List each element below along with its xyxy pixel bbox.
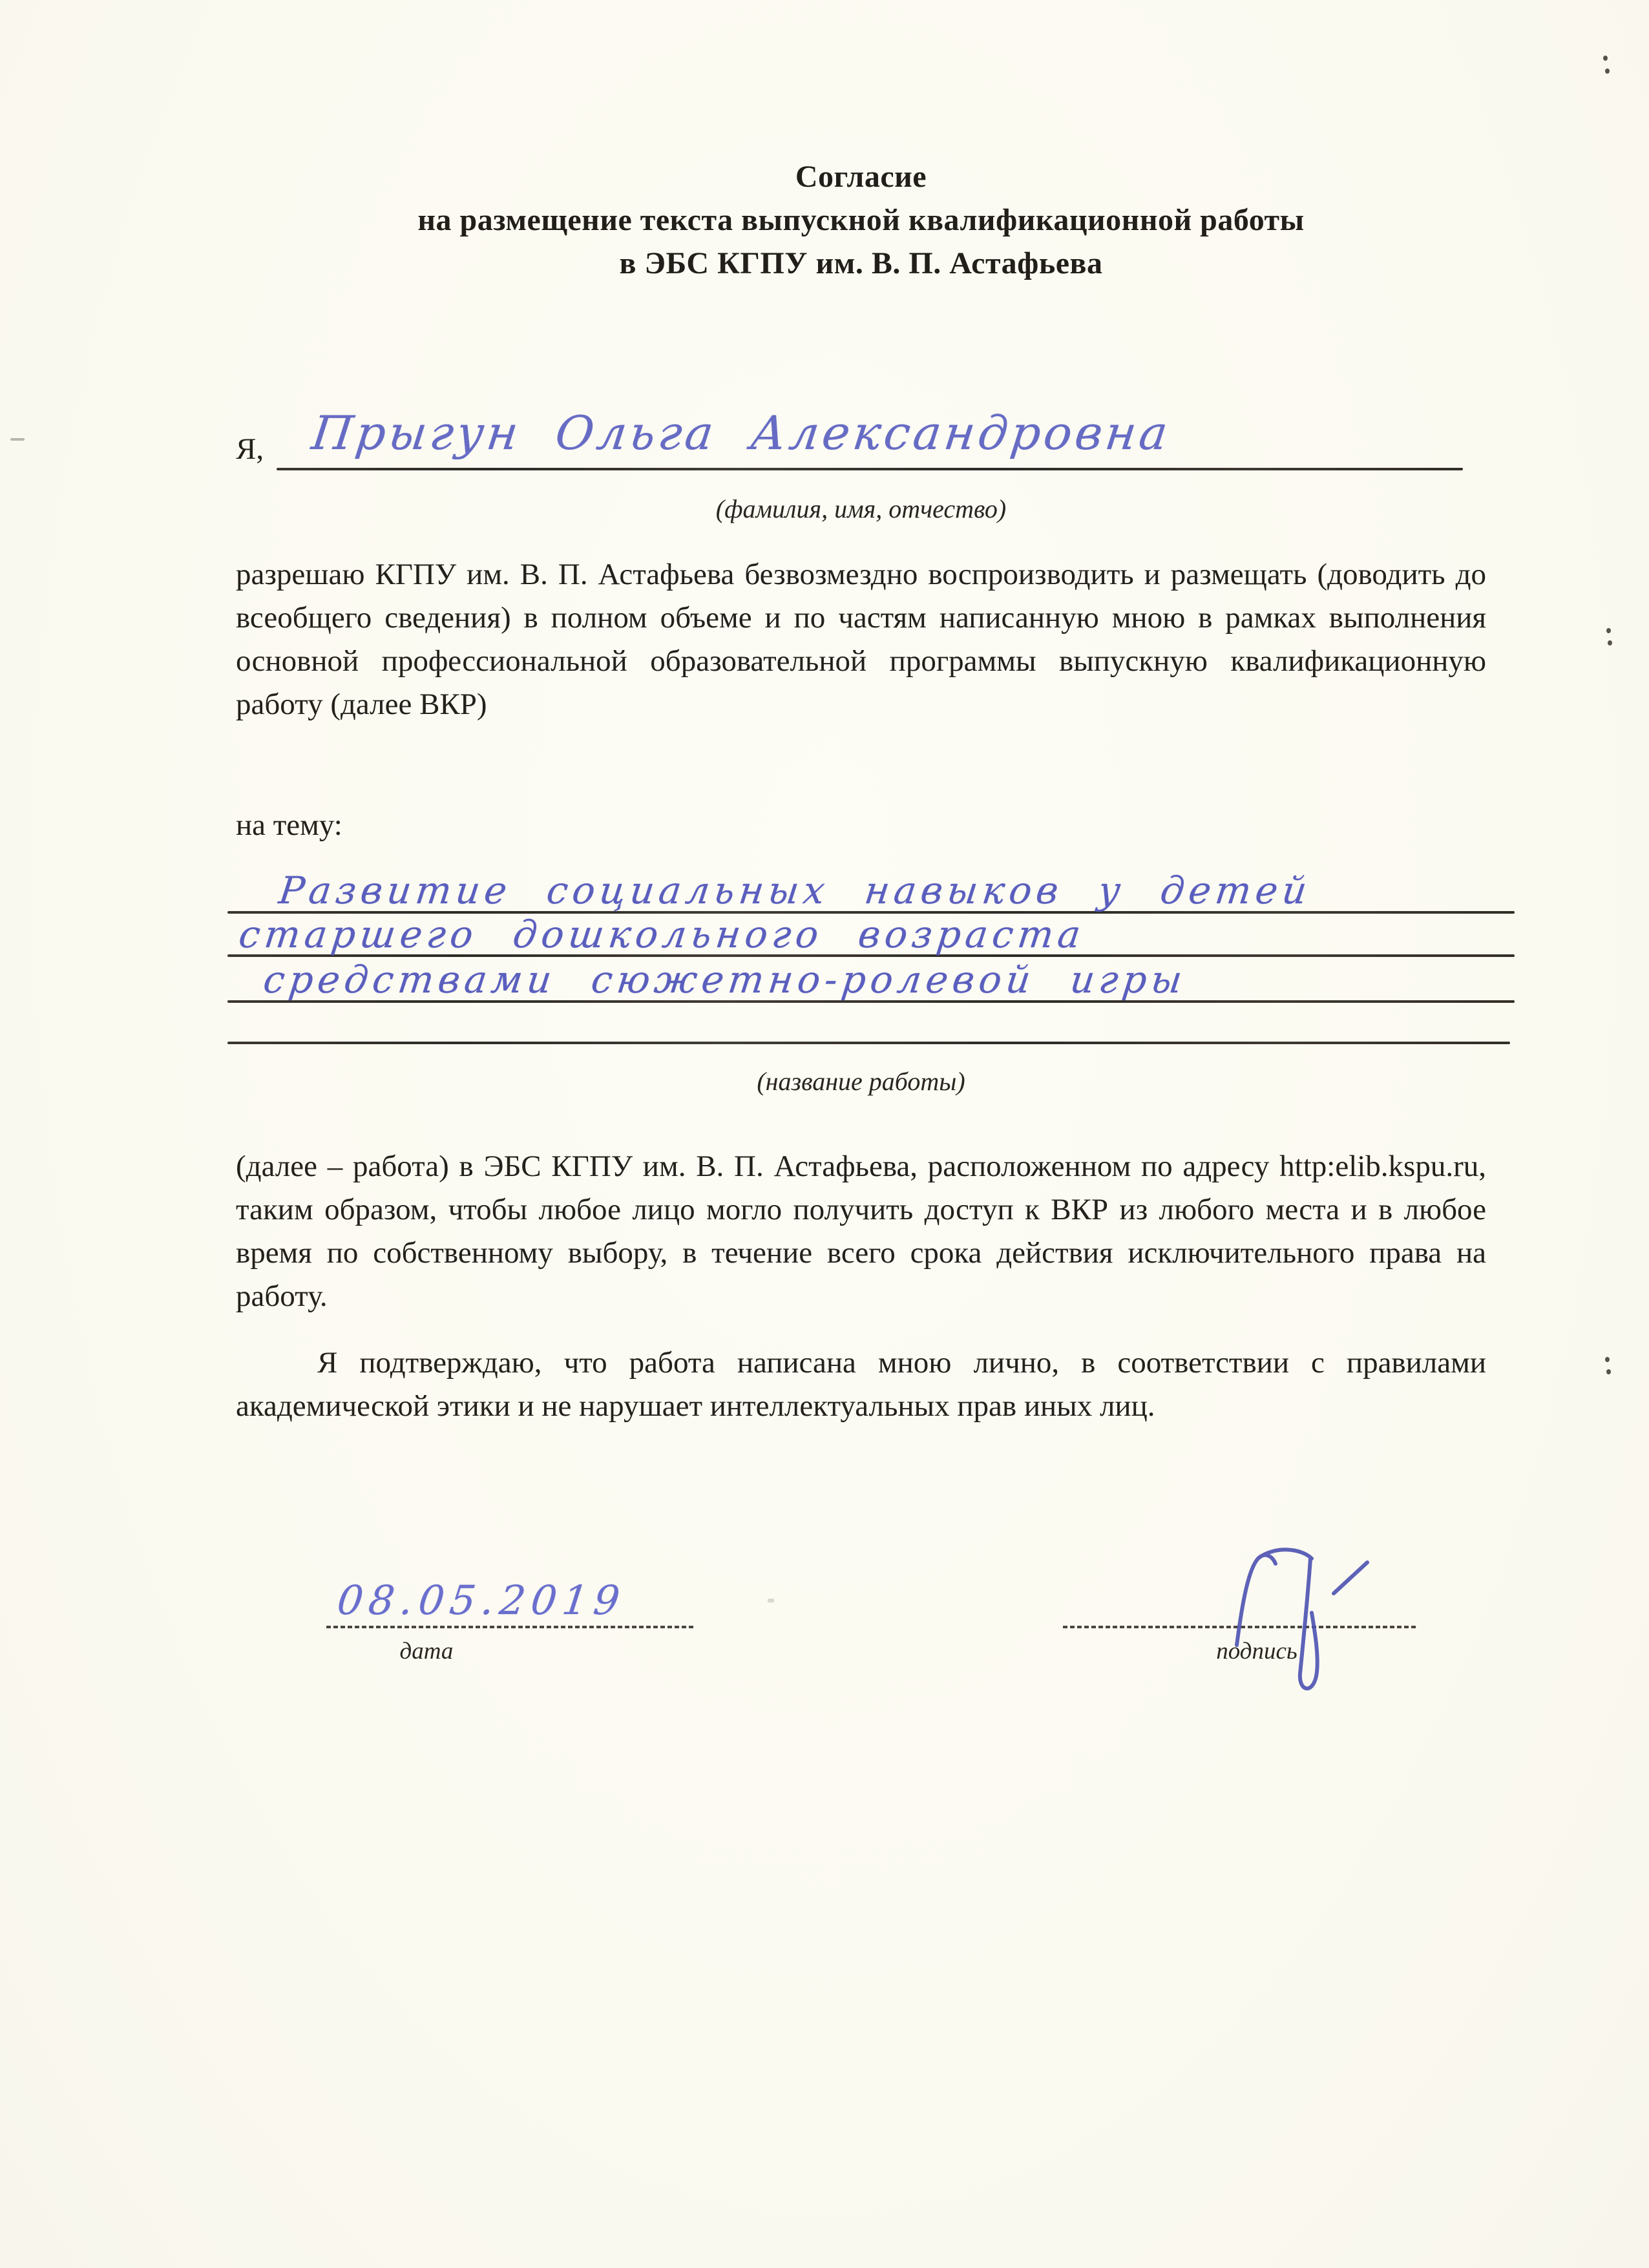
date-label: дата xyxy=(399,1638,454,1664)
document-title-line-3: в ЭБС КГПУ им. В. П. Астафьева xyxy=(619,246,1103,280)
signature-scribble xyxy=(1213,1543,1388,1705)
document-title-line-1: Согласие xyxy=(795,160,927,194)
signature-stroke-flourish xyxy=(1334,1562,1367,1593)
paragraph-access: (далее – работа) в ЭБС КГПУ им. В. П. Астафьева, расположенном по адресу http:elib.kspu.ru, таким образом, чтобы любое лицо могло получить доступ к ВКР из любого места и в любое время по собственному выбору, в течение всего срока действия исключительного права на работу. xyxy=(236,1150,1486,1313)
signature-stroke-right-loop xyxy=(1300,1559,1318,1688)
topic-label: на тему: xyxy=(236,808,342,842)
signature-label: подпись xyxy=(1216,1638,1297,1664)
scan-speck xyxy=(1606,1369,1611,1374)
topic-caption: (название работы) xyxy=(757,1067,965,1096)
handwritten-topic-line-1: Развитие социальных навыков у детей xyxy=(277,868,1314,912)
handwritten-date: 08.05.2019 xyxy=(335,1577,628,1624)
scan-speck xyxy=(1605,1357,1610,1362)
document-title xyxy=(236,155,1486,285)
scan-speck-faint xyxy=(768,1599,774,1602)
handwritten-topic-line-3: средствами сюжетно-ролевой игры xyxy=(261,958,1190,1002)
topic-rule-line-4 xyxy=(227,1042,1510,1044)
date-rule-line xyxy=(326,1626,696,1628)
handwritten-full-name: Прыгун Ольга Александровна xyxy=(309,406,1174,460)
scan-speck xyxy=(1606,628,1611,633)
scan-speck xyxy=(1608,640,1612,646)
signature-stroke-left-leg xyxy=(1237,1555,1276,1645)
name-prefix-label: Я, xyxy=(236,432,264,466)
name-rule-line xyxy=(277,468,1463,470)
paragraph-confirmation: Я подтверждаю, что работа написана мною лично, в соответствии с правилами академической этики и не нарушает интеллектуальных прав иных лиц. xyxy=(236,1346,1486,1423)
name-caption: (фамилия, имя, отчество) xyxy=(715,494,1007,523)
scan-edge-mark xyxy=(10,438,25,441)
paragraph-permission: разрешаю КГПУ им. В. П. Астафьева безвозмездно воспроизводить и размещать (доводить до всеобщего сведения) в полном объеме и по частям написанную мною в рамках выполнения основной профессиональной образовательной программы выпускную квалификационную работу (далее ВКР) xyxy=(236,558,1486,721)
scan-speck xyxy=(1605,68,1610,74)
signature-stroke-top-bar xyxy=(1259,1549,1312,1559)
document-title-line-2: на размещение текста выпускной квалификационной работы xyxy=(417,203,1305,237)
handwritten-topic-line-2: старшего дошкольного возраста xyxy=(236,912,1088,956)
scan-speck xyxy=(1603,56,1608,61)
